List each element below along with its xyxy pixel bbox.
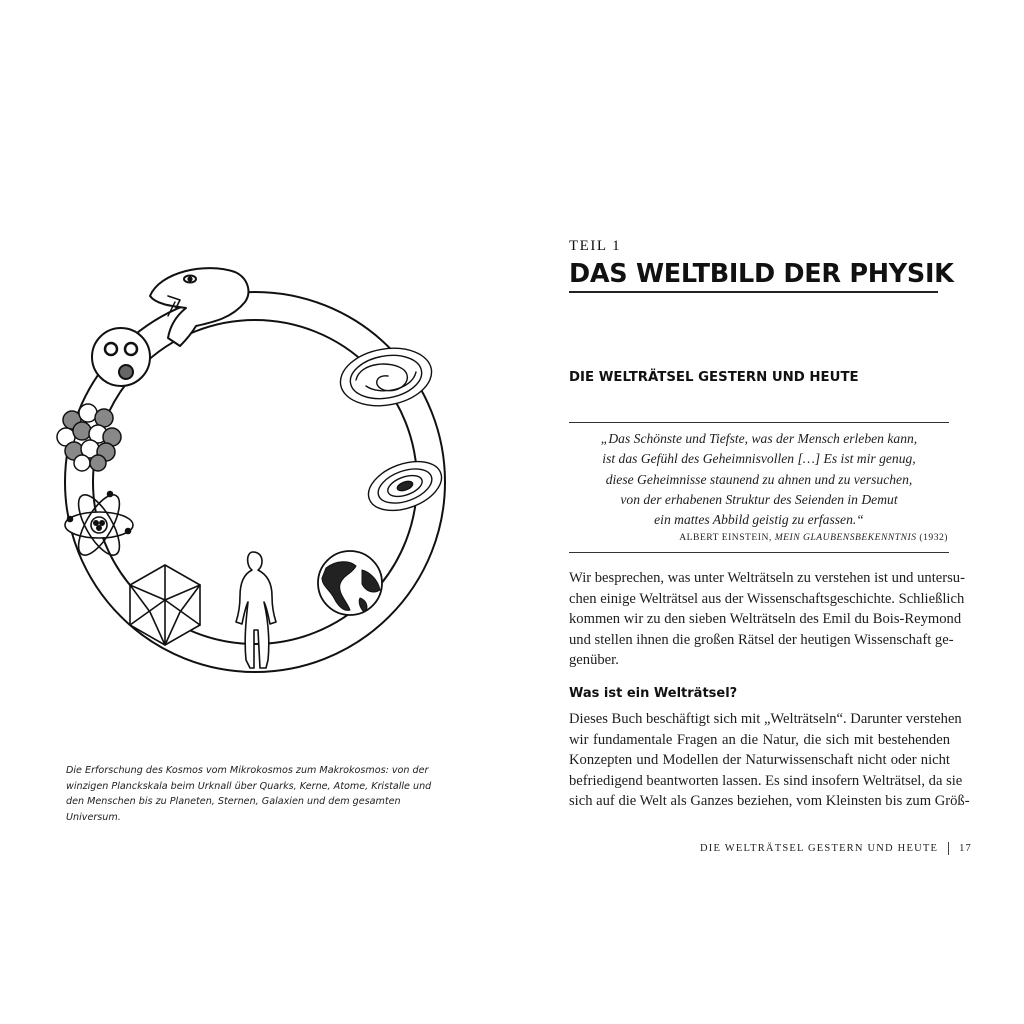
- part-title: DAS WELTBILD DER PHYSIK: [569, 259, 954, 289]
- human-figure-icon: [236, 552, 276, 668]
- part-label: TEIL 1: [569, 238, 622, 254]
- quote-year: (1932): [919, 532, 948, 543]
- quote-bottom-rule: [569, 552, 949, 553]
- quote-source: [679, 532, 948, 543]
- running-footer: [700, 842, 972, 855]
- page-number: 17: [959, 842, 972, 854]
- text-line: chen einige Welträtsel aus der Wissenschaftsgeschichte. Schließlich: [569, 590, 965, 607]
- text-line: kommen wir zu den sieben Welträtseln des Emil du Bois-Reymond: [569, 611, 962, 627]
- quote-line: „Das Schönste und Tiefste, was der Mensch erleben kann,: [600, 431, 918, 446]
- text-line: und stellen ihnen die großen Rätsel der heutigen Wissenschaft ge-: [569, 631, 954, 648]
- text-line: Wir besprechen, was unter Welträtseln zu verstehen ist und untersu-: [569, 570, 965, 586]
- ouroboros-illustration: [50, 262, 460, 682]
- quote-line: ein mattes Abbild geistig zu erfassen.“: [654, 512, 864, 528]
- text-line: sich auf die Welt als Ganzes beziehen, vom Kleinsten bis zum Größ-: [569, 793, 970, 809]
- subheading: Was ist ein Welträtsel?: [569, 686, 738, 701]
- spiral-galaxy-icon: [362, 452, 448, 519]
- title-rule: [569, 291, 938, 293]
- quote-work: MEIN GLAUBENSBEKENNTNIS: [774, 532, 917, 543]
- atom-icon: [65, 489, 133, 561]
- text-line: Konzepten und Modellen der Naturwissenschaft nicht oder nicht: [569, 752, 950, 768]
- text-line: Dieses Buch beschäftigt sich mit „Welträtseln“. Darunter verstehen: [569, 711, 962, 727]
- serpent-head-icon: [150, 268, 248, 346]
- quote-line: von der erhabenen Struktur des Seienden in Demut: [620, 491, 898, 507]
- text-line: befriedigend beantworten lassen. Es sind insofern Welträtsel, da sie: [569, 772, 963, 789]
- running-title: DIE WELTRÄTSEL GESTERN UND HEUTE: [700, 842, 939, 854]
- quark-proton-icon: [92, 328, 150, 386]
- earth-globe-icon: [318, 551, 382, 615]
- figure-caption: Die Erforschung des Kosmos vom Mikrokosmos zum Makrokosmos: von der winzigen Planckskala beim Urknall über Quarks, Kerne, Atome, Kristalle und den Menschen bis zu Planeten, Sternen, Galaxien und dem gesamten Universum.: [66, 765, 432, 823]
- quote-author: ALBERT EINSTEIN,: [679, 532, 772, 543]
- quote-line: diese Geheimnisse staunend zu ahnen und zu versuchen,: [605, 471, 913, 487]
- intro-paragraph: [569, 568, 965, 671]
- section-heading: DIE WELTRÄTSEL GESTERN UND HEUTE: [569, 370, 859, 385]
- quote-line: ist das Gefühl des Geheimnisvollen […] Es ist mir genug,: [602, 451, 916, 467]
- text-line: genüber.: [569, 652, 619, 668]
- epigraph-quote: [569, 429, 949, 530]
- text-line: wir fundamentale Fragen an die Natur, die sich mit bestehenden: [569, 731, 950, 748]
- footer-separator: [948, 842, 949, 855]
- quote-top-rule: [569, 422, 949, 423]
- body-paragraph: [569, 709, 970, 812]
